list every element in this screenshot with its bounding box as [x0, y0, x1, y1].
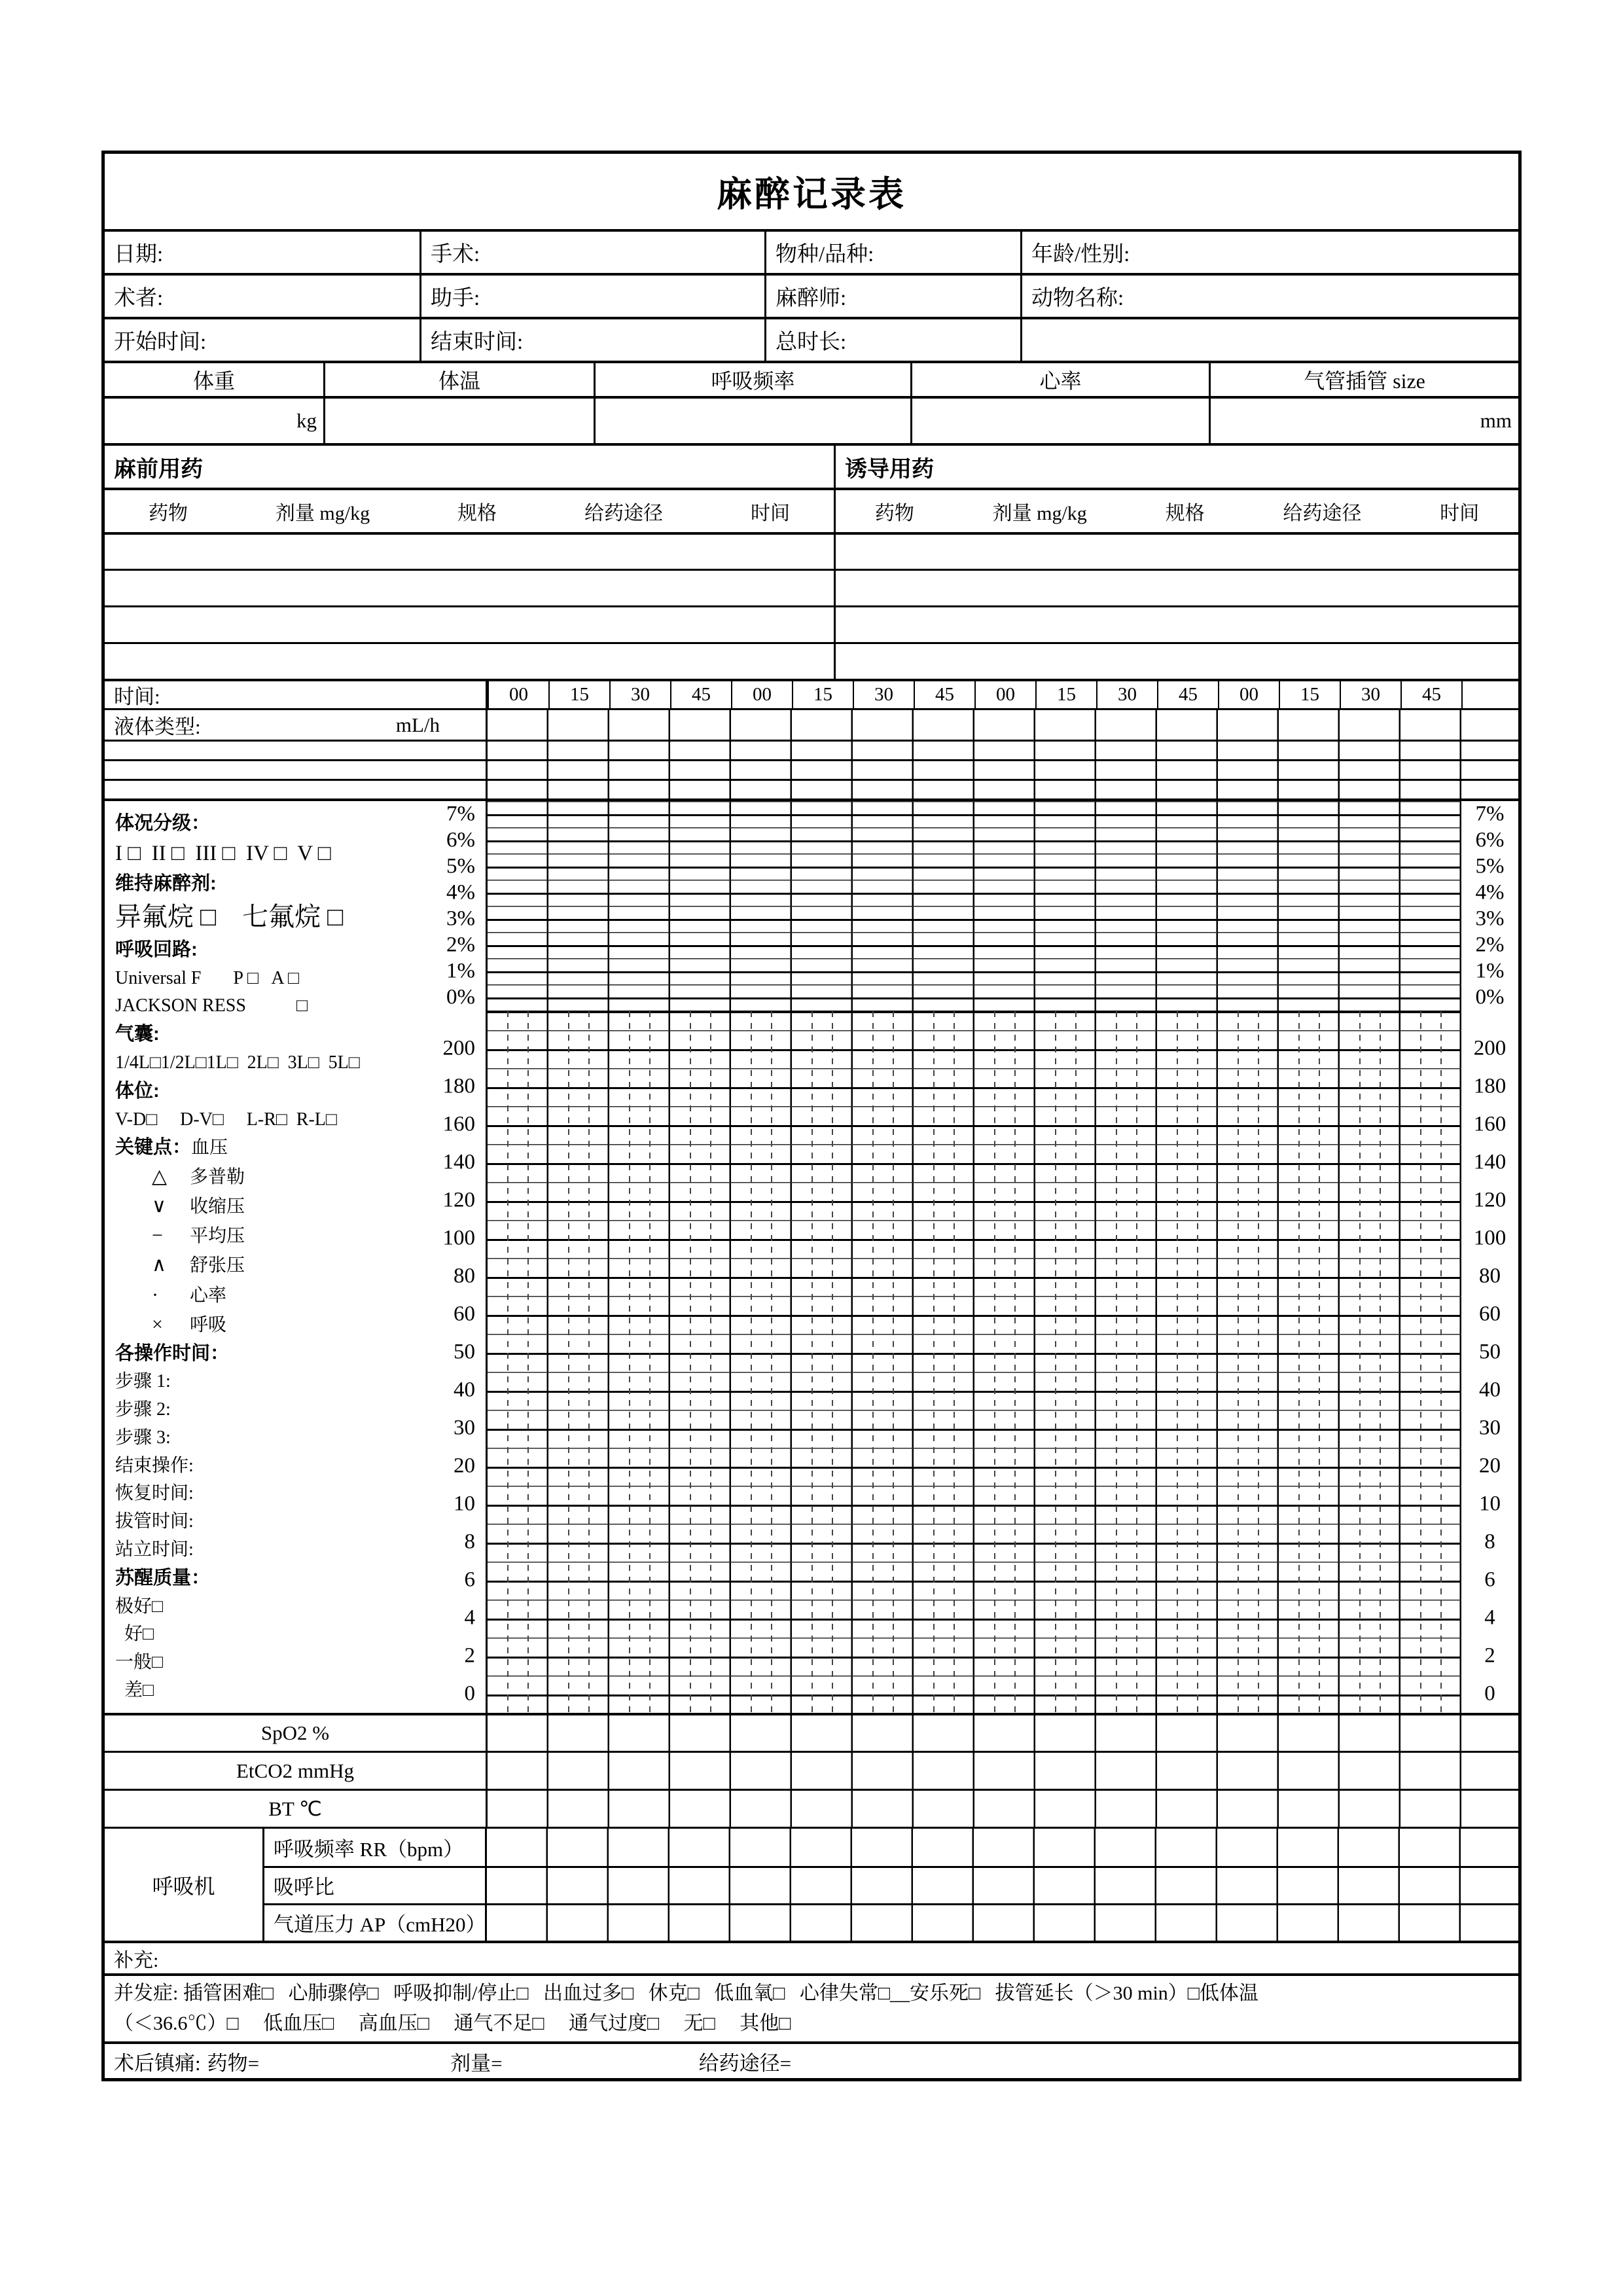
postop-label: 术后镇痛:	[114, 2051, 201, 2075]
five-minute-dashed-gridline	[994, 1011, 995, 1713]
vital-scale-tick: 0	[464, 1681, 475, 1706]
etco2-row	[105, 1751, 1518, 1789]
five-minute-dashed-gridline	[1380, 1011, 1381, 1713]
sidebar-line: 异氟烷 □ 七氟烷 □	[115, 902, 344, 932]
fluid-type-label: 液体类型:	[114, 715, 201, 738]
gas-percent-tick: 2%	[1475, 933, 1505, 957]
sidebar-heading-text: 维持麻醉剂:	[115, 873, 217, 895]
fluid-row-end-cell	[1461, 710, 1518, 740]
gas-percent-tick: 6%	[1475, 828, 1505, 852]
vital-scale-tick: 60	[454, 1302, 475, 1326]
ventilator-ie-ratio-row	[264, 1866, 1518, 1903]
five-minute-dashed-gridline	[507, 1011, 508, 1713]
five-minute-dashed-gridline	[527, 1011, 529, 1713]
weight-unit: kg	[296, 409, 317, 432]
legend-symbol: −	[152, 1225, 163, 1247]
sidebar-line: 1/4L□1/2L□1L□ 2L□ 3L□ 5L□	[115, 1052, 360, 1073]
vital-scale-tick: 160	[442, 1112, 475, 1136]
postop-analgesia-row	[105, 2041, 1518, 2078]
temperature-value	[323, 399, 594, 443]
time-tick: 00	[1218, 681, 1279, 708]
field-species: 物种/品种:	[764, 232, 1020, 273]
legend-label: 多普勒	[190, 1167, 245, 1188]
vital-scale-tick: 4	[1484, 1605, 1495, 1630]
col-dose: 剂量 mg/kg	[992, 503, 1087, 524]
vital-signs-grid	[488, 1011, 1461, 1713]
field-animal-name: 动物名称:	[1020, 276, 1518, 317]
medication-empty-row	[105, 569, 1518, 605]
sidebar-line: 极好□	[115, 1596, 163, 1617]
five-minute-dashed-gridline	[893, 1011, 894, 1713]
vital-scale-tick: 40	[1479, 1378, 1501, 1402]
time-label: 时间:	[105, 681, 488, 708]
legend-symbol: ∨	[152, 1195, 166, 1217]
five-minute-dashed-gridline	[1136, 1011, 1137, 1713]
five-minute-dashed-gridline	[710, 1011, 711, 1713]
postop-route-field: 给药途径=	[698, 2051, 792, 2075]
medication-empty-row	[105, 532, 1518, 569]
five-minute-dashed-gridline	[1298, 1011, 1300, 1713]
supplement-row	[105, 1941, 1518, 1973]
sidebar-heading-text: 体况分级：	[115, 813, 211, 834]
sidebar-line: V-D□ D-V□ L-R□ R-L□	[115, 1109, 337, 1130]
legend-label: 呼吸	[190, 1314, 227, 1335]
five-minute-dashed-gridline	[812, 1011, 813, 1713]
chart-right-label-column	[1461, 801, 1518, 1713]
vital-scale-tick: 20	[1479, 1454, 1501, 1478]
col-route: 给药途径	[584, 503, 663, 524]
vital-scale-tick: 180	[442, 1074, 475, 1098]
sidebar-line: 恢复时间:	[115, 1483, 194, 1504]
fluid-grid-cells	[488, 710, 1461, 740]
vital-scale-tick: 80	[1479, 1264, 1501, 1288]
sidebar-line: I □ II □ III □ IV □ V □	[115, 841, 331, 865]
sidebar-line: Universal F P □ A □	[115, 967, 299, 988]
vital-scale-tick: 120	[442, 1188, 475, 1212]
gas-percent-tick: 6%	[446, 828, 475, 852]
time-tick: 30	[1340, 681, 1400, 708]
vent-ap-label: 气道压力 AP（cmH20）	[264, 1905, 487, 1941]
time-tick: 45	[914, 681, 974, 708]
field-start-time: 开始时间:	[114, 331, 207, 354]
medication-empty-row	[105, 642, 1518, 679]
col-spec: 规格	[1165, 503, 1205, 524]
field-assistant: 助手:	[419, 276, 764, 317]
five-minute-dashed-gridline	[649, 1011, 651, 1713]
time-tick: 15	[1035, 681, 1096, 708]
sidebar-heading-text: 关键点：	[115, 1137, 192, 1158]
five-minute-dashed-gridline	[1177, 1011, 1178, 1713]
five-minute-dashed-gridline	[771, 1011, 772, 1713]
time-tick: 30	[853, 681, 914, 708]
vital-scale-tick: 8	[1484, 1530, 1495, 1554]
col-spec: 规格	[457, 503, 497, 524]
gas-percent-tick: 3%	[1475, 906, 1505, 931]
sidebar-heading	[115, 1024, 407, 1045]
supplement-label: 补充:	[114, 1950, 159, 1971]
sidebar-heading-text: 气囊:	[115, 1024, 160, 1045]
complications-line-2: （＜36.6℃）□ 低血压□ 高血压□ 通气不足□ 通气过度□ 无□ 其他□	[114, 2013, 791, 2034]
gas-percent-tick: 0%	[1475, 985, 1505, 1009]
vital-scale-tick: 8	[464, 1530, 475, 1554]
time-header-row	[105, 679, 1518, 708]
sidebar-line: 步骤 2:	[115, 1399, 171, 1420]
sidebar-line: 站立时间:	[115, 1539, 194, 1560]
gas-percent-tick: 5%	[1475, 854, 1505, 878]
legend-label: 心率	[190, 1285, 227, 1306]
fluid-empty-row	[105, 740, 1518, 759]
ventilator-airway-pressure-row	[264, 1903, 1518, 1941]
sidebar-text: 血压	[191, 1138, 228, 1158]
five-minute-dashed-gridline	[629, 1011, 630, 1713]
ventilator-rr-row	[264, 1829, 1518, 1866]
sidebar-heading	[115, 1568, 407, 1589]
legend-label: 舒张压	[190, 1255, 245, 1276]
plot-grids	[488, 801, 1461, 1713]
time-tick: 00	[731, 681, 792, 708]
vital-scale-tick: 0	[1484, 1681, 1495, 1706]
vital-scale-tick: 140	[442, 1150, 475, 1174]
record-table	[101, 151, 1522, 2081]
five-minute-dashed-gridline	[1440, 1011, 1442, 1713]
gas-percent-tick: 3%	[446, 906, 475, 931]
col-time: 时间	[750, 503, 790, 524]
legend-item	[115, 1314, 407, 1336]
sidebar-line: 好□	[115, 1624, 154, 1645]
medication-titles-row	[105, 443, 1518, 488]
baseline-values-row	[105, 396, 1518, 443]
vital-scale-tick: 20	[454, 1454, 475, 1478]
postop-drug-field: 药物=	[207, 2051, 260, 2075]
vital-scale-tick: 200	[1473, 1036, 1507, 1060]
vital-scale-tick: 30	[454, 1416, 475, 1440]
sidebar-heading	[115, 1081, 407, 1102]
heart-rate-value	[910, 399, 1209, 443]
sidebar-line: 步骤 3:	[115, 1427, 171, 1448]
col-dose: 剂量 mg/kg	[275, 503, 370, 524]
title-row	[105, 154, 1518, 229]
five-minute-dashed-gridline	[1238, 1011, 1239, 1713]
vital-scale-tick: 4	[464, 1605, 475, 1630]
field-date: 日期:	[114, 243, 164, 266]
gas-percent-grid	[488, 801, 1461, 1011]
sidebar-notes	[105, 801, 407, 1713]
legend-label: 收缩压	[190, 1196, 245, 1217]
five-minute-dashed-gridline	[568, 1011, 569, 1713]
sidebar-heading-text: 苏醒质量：	[115, 1567, 211, 1588]
time-tick: 30	[1096, 681, 1157, 708]
time-tick: 15	[792, 681, 853, 708]
ventilator-group	[105, 1827, 1518, 1941]
vital-scale-tick: 6	[1484, 1568, 1495, 1592]
five-minute-dashed-gridline	[1359, 1011, 1361, 1713]
spo2-label: SpO2 %	[105, 1715, 488, 1751]
vital-scale-tick: 10	[1479, 1492, 1501, 1516]
field-anesthetist: 麻醉师:	[764, 276, 1020, 317]
postop-dose-field: 剂量=	[450, 2051, 503, 2075]
legend-item	[115, 1284, 407, 1307]
header-heart-rate: 心率	[910, 363, 1209, 396]
fluid-rate-unit: mL/h	[395, 713, 440, 736]
vent-rr-label: 呼吸频率 RR（bpm）	[264, 1829, 487, 1866]
field-surgery: 手术:	[419, 232, 764, 273]
premed-title: 麻前用药	[105, 446, 836, 488]
legend-item	[115, 1254, 407, 1277]
gas-percent-tick: 2%	[446, 933, 475, 957]
five-minute-dashed-gridline	[1116, 1011, 1117, 1713]
time-row-end-cell	[1461, 681, 1518, 708]
body-temp-row	[105, 1789, 1518, 1827]
medication-empty-row	[105, 605, 1518, 642]
complications-line-1: 并发症: 插管困难□ 心肺骤停□ 呼吸抑制/停止□ 出血过多□ 休克□ 低血氧□ 心律失常□__安乐死□ 拔管延长（＞30 min）□低体温	[114, 1982, 1258, 2004]
vital-scale-tick: 50	[454, 1340, 475, 1364]
five-minute-dashed-gridline	[1197, 1011, 1198, 1713]
five-minute-dashed-gridline	[751, 1011, 752, 1713]
sidebar-heading	[115, 813, 407, 834]
field-total-duration: 总时长:	[764, 319, 1020, 361]
five-minute-dashed-gridline	[1014, 1011, 1016, 1713]
vital-scale-tick: 60	[1479, 1302, 1501, 1326]
sidebar-heading	[115, 939, 407, 961]
vital-scale-tick: 120	[1473, 1188, 1507, 1212]
col-route: 给药途径	[1283, 503, 1362, 524]
vital-scale-tick: 180	[1473, 1074, 1507, 1098]
gas-percent-tick: 0%	[446, 985, 475, 1009]
vital-scale-tick: 140	[1473, 1150, 1507, 1174]
gas-percent-tick: 1%	[446, 959, 475, 983]
chart-sidebar	[105, 801, 488, 1713]
gas-percent-tick: 7%	[1475, 802, 1505, 826]
fluid-empty-row	[105, 779, 1518, 798]
five-minute-dashed-gridline	[1420, 1011, 1421, 1713]
five-minute-dashed-gridline	[1258, 1011, 1259, 1713]
vital-scale-tick: 6	[464, 1568, 475, 1592]
induction-title: 诱导用药	[845, 456, 934, 482]
vent-ie-label: 吸呼比	[264, 1868, 487, 1903]
field-age-sex: 年龄/性别:	[1020, 232, 1518, 273]
sidebar-line: 结束操作:	[115, 1455, 194, 1476]
sidebar-heading	[115, 873, 407, 895]
five-minute-dashed-gridline	[588, 1011, 590, 1713]
sidebar-heading	[115, 1137, 407, 1158]
vital-scale-tick: 2	[1484, 1643, 1495, 1668]
vital-scale-tick: 50	[1479, 1340, 1501, 1364]
header-respiratory-rate: 呼吸频率	[594, 363, 910, 396]
time-tick: 45	[670, 681, 731, 708]
fluid-type-row	[105, 708, 1518, 740]
time-tick: 45	[1157, 681, 1218, 708]
field-surgeon: 术者:	[114, 287, 164, 310]
gas-percent-tick: 4%	[446, 880, 475, 905]
legend-symbol: ∧	[152, 1254, 166, 1276]
five-minute-dashed-gridline	[954, 1011, 955, 1713]
sidebar-heading	[115, 1343, 407, 1365]
header-weight: 体重	[192, 369, 235, 393]
fluid-empty-row	[105, 759, 1518, 779]
sidebar-line: 一般□	[115, 1651, 163, 1672]
vital-scale-tick: 200	[442, 1036, 475, 1060]
header-temperature: 体温	[323, 363, 594, 396]
field-end-time: 结束时间:	[419, 319, 764, 361]
sidebar-line: 差□	[115, 1679, 154, 1700]
tube-size-unit: mm	[1209, 399, 1518, 443]
five-minute-dashed-gridline	[832, 1011, 833, 1713]
info-row-1	[105, 229, 1518, 273]
vital-scale-tick: 10	[454, 1492, 475, 1516]
vital-scale-tick: 2	[464, 1643, 475, 1668]
five-minute-dashed-gridline	[1319, 1011, 1320, 1713]
legend-symbol: ·	[152, 1283, 158, 1306]
vital-scale-tick: 160	[1473, 1112, 1507, 1136]
legend-item	[115, 1195, 407, 1218]
time-tick: 15	[1279, 681, 1340, 708]
ventilator-label: 呼吸机	[105, 1829, 264, 1941]
sidebar-line: 拔管时间:	[115, 1511, 194, 1532]
five-minute-dashed-gridline	[1075, 1011, 1077, 1713]
time-tick: 45	[1400, 681, 1461, 708]
premed-columns	[105, 490, 836, 532]
legend-item	[115, 1225, 407, 1247]
respiratory-rate-value	[594, 399, 910, 443]
gas-percent-tick: 1%	[1475, 959, 1505, 983]
vital-scale-tick: 100	[1473, 1226, 1507, 1250]
legend-symbol: △	[152, 1166, 168, 1188]
five-minute-dashed-gridline	[690, 1011, 691, 1713]
legend-item	[115, 1166, 407, 1189]
induction-columns	[836, 490, 1518, 532]
field-empty	[1020, 319, 1518, 361]
complications-row	[105, 1973, 1518, 2041]
sidebar-heading-text: 各操作时间：	[115, 1342, 230, 1364]
info-row-3	[105, 317, 1518, 361]
bt-label: BT ℃	[105, 1791, 488, 1827]
five-minute-dashed-gridline	[1055, 1011, 1056, 1713]
medication-columns-row	[105, 488, 1518, 532]
gas-percent-tick: 5%	[446, 854, 475, 878]
time-tick: 15	[548, 681, 609, 708]
info-row-2	[105, 273, 1518, 317]
baseline-header-row	[105, 361, 1518, 396]
col-time: 时间	[1440, 503, 1480, 524]
vital-scale-tick: 80	[454, 1264, 475, 1288]
legend-symbol: ×	[152, 1313, 163, 1335]
time-tick: 00	[974, 681, 1035, 708]
chart-area	[105, 798, 1518, 1713]
sidebar-line: JACKSON RESS □	[115, 996, 308, 1016]
vital-scale-tick: 100	[442, 1226, 475, 1250]
five-minute-dashed-gridline	[872, 1011, 874, 1713]
spo2-row	[105, 1713, 1518, 1751]
sidebar-line: 步骤 1:	[115, 1371, 171, 1392]
gas-percent-tick: 4%	[1475, 880, 1505, 905]
five-minute-dashed-gridline	[933, 1011, 935, 1713]
legend-label: 平均压	[190, 1226, 245, 1247]
vital-scale-tick: 40	[454, 1378, 475, 1402]
vital-scale-tick: 30	[1479, 1416, 1501, 1440]
form-title: 麻醉记录表	[717, 175, 906, 214]
time-tick: 30	[609, 681, 670, 708]
fluid-label-cell	[105, 710, 488, 740]
sidebar-heading-text: 体位:	[115, 1080, 160, 1102]
etco2-label: EtCO2 mmHg	[105, 1753, 488, 1789]
col-drug: 药物	[148, 503, 188, 524]
col-drug: 药物	[874, 503, 914, 524]
gas-percent-tick: 7%	[446, 802, 475, 826]
time-tick: 00	[488, 681, 548, 708]
sidebar-heading-text: 呼吸回路:	[115, 939, 198, 960]
header-et-tube-size: 气管插管 size	[1209, 363, 1518, 396]
